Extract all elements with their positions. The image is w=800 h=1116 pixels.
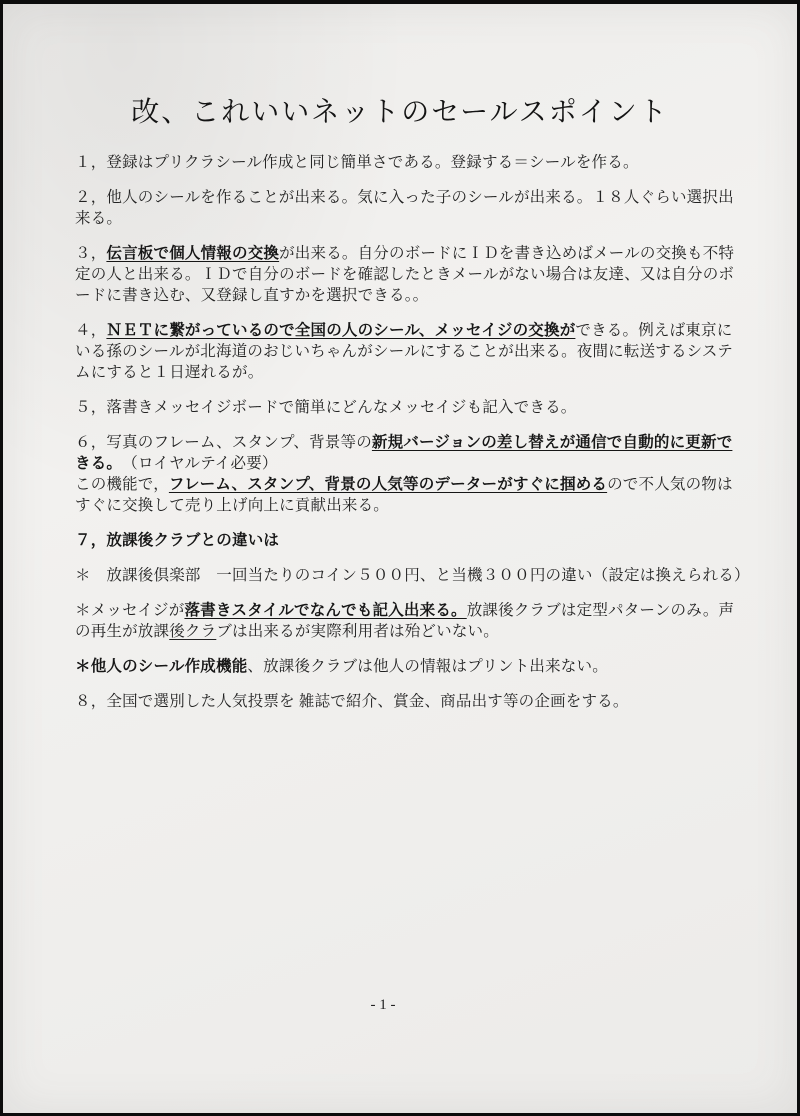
text-run: フレーム、スタンプ、背景の人気等のデーターがすぐに掴める (168, 476, 608, 493)
text-line (75, 341, 733, 362)
text-run: ５，落書きメッセイジボードで簡単にどんなメッセイジも記入できる。 (75, 399, 577, 416)
text-run: ４， (75, 322, 107, 339)
text-line (75, 187, 733, 208)
document-title: 改、これいいネットのセールスポイント (131, 97, 669, 128)
text-run: の再生が放課 (75, 623, 170, 640)
text-run: 落書きスタイルでなんでも記入出来る。 (184, 602, 467, 619)
paragraph (75, 243, 733, 306)
text-line (75, 243, 733, 264)
paragraph (75, 320, 733, 383)
text-line (75, 397, 733, 418)
text-run: ムにすると１日遅れるが。 (75, 364, 264, 381)
text-run: ８，全国で選別した人気投票を 雑誌で紹介、賞金、商品出す等の企画をする。 (75, 693, 629, 710)
text-run: 放課後クラブは定型パターンのみ。声 (466, 602, 735, 619)
paper (3, 4, 797, 1113)
paragraph (75, 152, 733, 173)
text-run: ＊ 放課後倶楽部 一回当たりのコイン５００円、と当機３００円の違い（設定は換えられる） (75, 567, 750, 584)
text-run: いる孫のシールが北海道のおじいちゃんがシールにすることが出来る。夜間に転送するシステ (75, 343, 734, 360)
paragraph (75, 691, 733, 712)
text-line (75, 600, 733, 621)
text-run: ブは出来るが実際利用者は殆どいない。 (216, 623, 499, 640)
text-run: すぐに交換して売り上げ向上に貢献出来る。 (75, 497, 390, 514)
text-run: ＊メッセイジが (75, 602, 185, 619)
text-run: ２，他人のシールを作ることが出来る。気に入った子のシールが出来る。１８人ぐらい選択出 (75, 189, 734, 206)
paragraph (75, 565, 750, 586)
text-run: 、放課後クラブは他人の情報はプリント出来ない。 (247, 658, 608, 675)
text-line (75, 621, 733, 642)
text-line (75, 320, 733, 341)
text-line (75, 565, 750, 586)
text-run: ６，写真のフレーム、スタンプ、背景等の (75, 434, 372, 451)
text-run: 伝言板で個人情報の交換 (106, 245, 280, 262)
text-run: ＮＥＴに繋がっているので全国の人のシール、メッセイジの交換が (106, 322, 576, 339)
paragraph (75, 656, 733, 677)
text-line (75, 656, 733, 677)
text-line (75, 362, 733, 383)
text-run: ードに書き込む、又登録し直すかを選択できる。。 (75, 287, 429, 304)
text-run: ので不人気の物は (607, 476, 733, 493)
text-run: ３， (75, 245, 107, 262)
text-run: きる。 (75, 455, 115, 472)
text-line (75, 453, 733, 474)
text-run: が出来る。自分のボードにＩＤを書き込めばメールの交換も不特 (279, 245, 735, 262)
paragraph (75, 600, 733, 642)
text-run: ＊他人のシール作成機能 (75, 658, 248, 675)
text-line (75, 264, 733, 285)
text-run: 後クラ (169, 623, 217, 640)
text-line (75, 432, 733, 453)
text-line (75, 474, 733, 495)
text-line (75, 691, 733, 712)
paragraph (75, 187, 733, 229)
paragraph (75, 432, 733, 516)
page-number: - 1 - (370, 997, 396, 1013)
document-body (3, 152, 797, 712)
text-run: できる。例えば東京に (575, 322, 733, 339)
paragraph (75, 530, 733, 551)
text-line (75, 285, 733, 306)
text-run: （ロイヤルテイ必要） (114, 455, 278, 472)
text-line (75, 152, 733, 173)
text-run: １，登録はプリクラシール作成と同じ簡単さである。登録する＝シールを作る。 (75, 154, 639, 171)
text-run: この機能で， (75, 476, 169, 493)
text-line (75, 530, 733, 551)
text-run: 定の人と出来る。ＩＤで自分のボードを確認したときメールがない場合は友達、又は自分のボ (75, 266, 735, 283)
paragraph (75, 397, 733, 418)
text-run: 来る。 (75, 210, 123, 227)
text-line (75, 495, 733, 516)
text-line (75, 208, 733, 229)
text-run: ７，放課後クラブとの違いは (75, 532, 280, 549)
text-run: 新規バージョンの差し替えが通信で自動的に更新で (371, 434, 733, 451)
